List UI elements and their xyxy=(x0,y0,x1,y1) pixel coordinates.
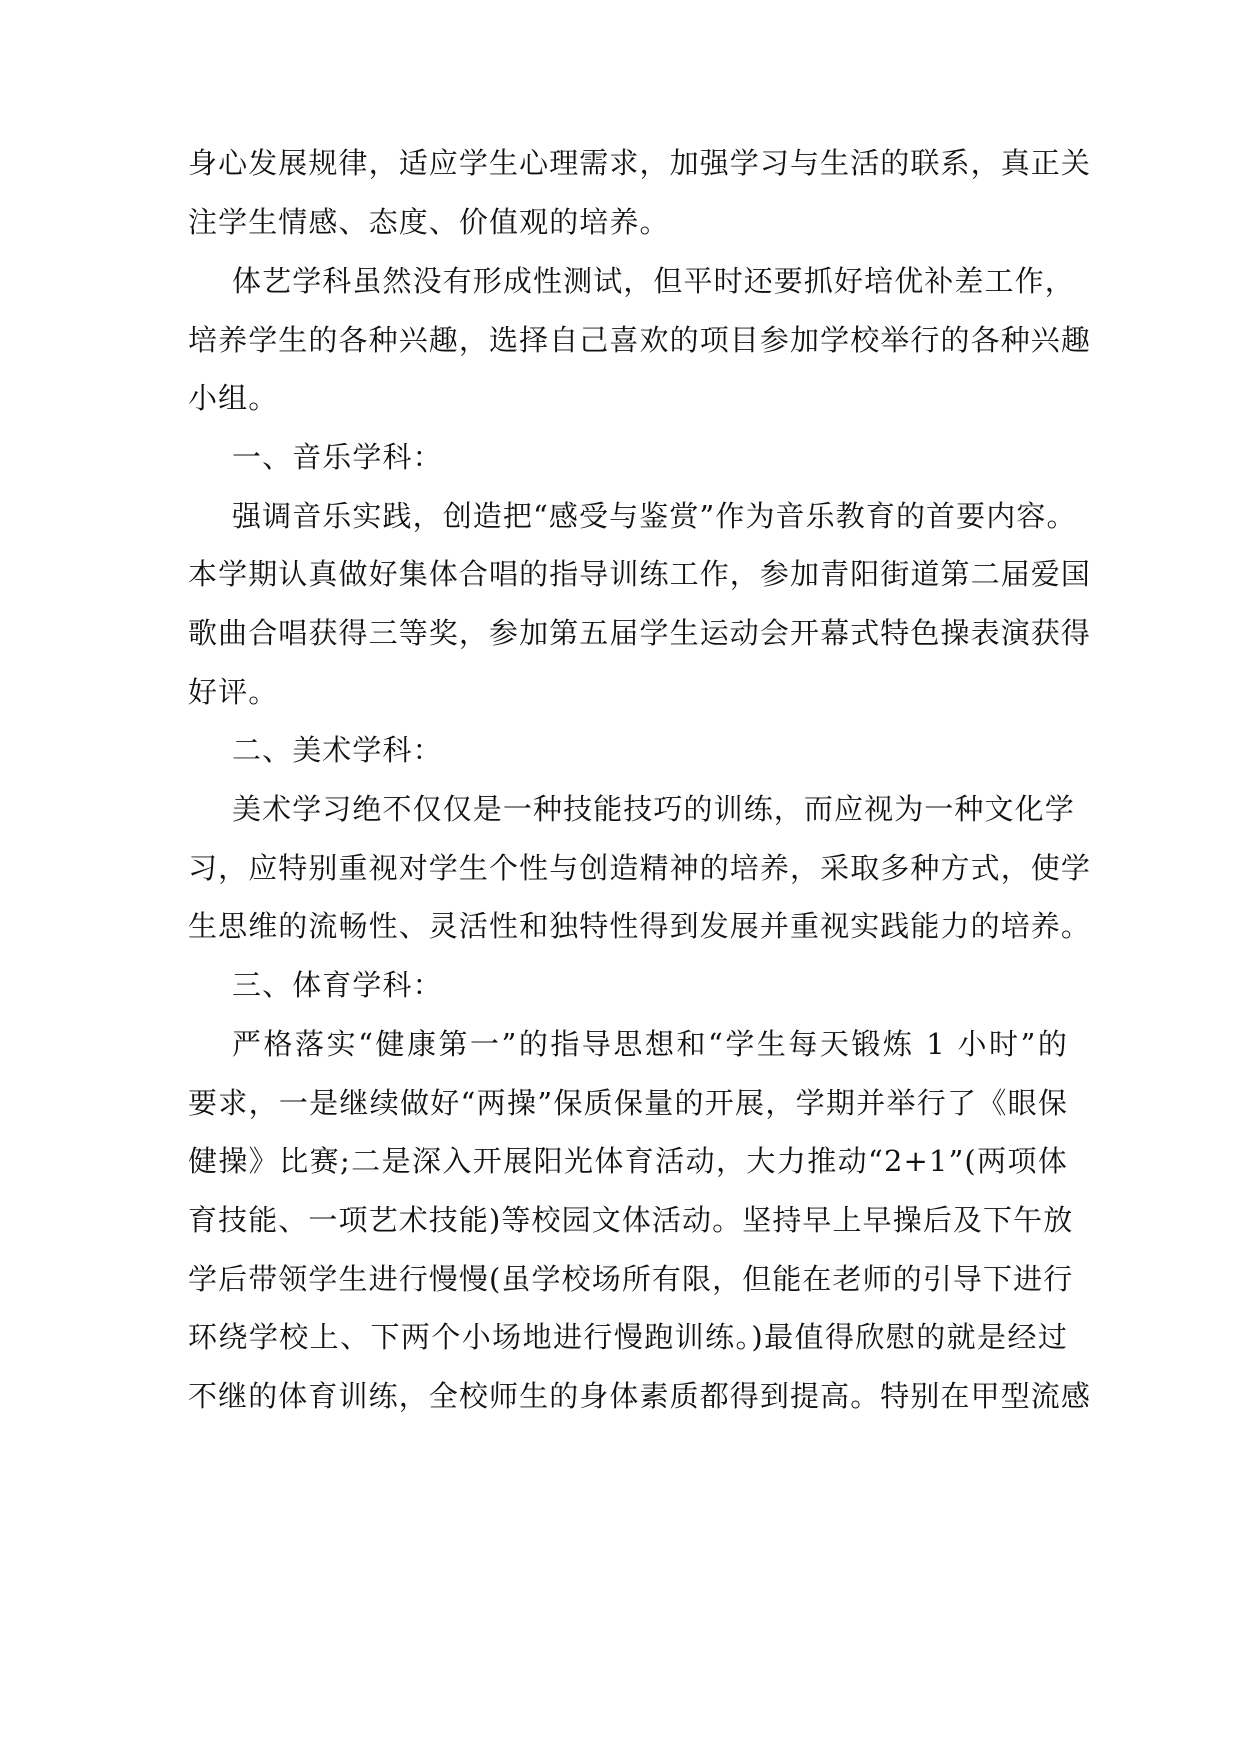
text-line: 体艺学科虽然没有形成性测试，但平时还要抓好培优补差工作， xyxy=(232,264,1075,298)
text-line: 本学期认真做好集体合唱的指导训练工作，参加青阳街道第二届爱国 xyxy=(188,557,1092,591)
text-line: 美术学习绝不仅仅是一种技能技巧的训练，而应视为一种文化学 xyxy=(232,792,1075,826)
text-line: 小组。 xyxy=(188,381,279,415)
text-line: 强调音乐实践，创造把“感受与鉴赏”作为音乐教育的首要内容。 xyxy=(232,499,1077,533)
text-line: 注学生情感、态度、价值观的培养。 xyxy=(188,205,670,239)
text-line: 要求，一是继续做好“两操”保质保量的开展，学期并举行了《眼保 xyxy=(188,1086,1068,1120)
text-line: 习，应特别重视对学生个性与创造精神的培养，采取多种方式，使学 xyxy=(188,851,1092,885)
section-heading-music: 一、音乐学科： xyxy=(232,440,443,474)
text-line: 生思维的流畅性、灵活性和独特性得到发展并重视实践能力的培养。 xyxy=(188,909,1092,943)
text-line: 不继的体育训练，全校师生的身体素质都得到提高。特别在甲型流感 xyxy=(188,1379,1092,1413)
text-line: 严格落实“健康第一”的指导思想和“学生每天锻炼 1 小时”的 xyxy=(232,1027,1068,1061)
text-line: 身心发展规律，适应学生心理需求，加强学习与生活的联系，真正关 xyxy=(188,146,1092,180)
text-line: 健操》比赛;二是深入开展阳光体育活动，大力推动“2+1”(两项体 xyxy=(188,1144,1068,1178)
text-line: 歌曲合唱获得三等奖，参加第五届学生运动会开幕式特色操表演获得 xyxy=(188,616,1092,650)
text-line: 育技能、一项艺术技能)等校园文体活动。坚持早上早操后及下午放 xyxy=(188,1203,1074,1237)
text-line: 培养学生的各种兴趣，选择自己喜欢的项目参加学校举行的各种兴趣 xyxy=(188,323,1092,357)
text-line: 好评。 xyxy=(188,675,279,709)
section-heading-art: 二、美术学科： xyxy=(232,733,443,767)
section-heading-pe: 三、体育学科： xyxy=(232,968,443,1002)
text-line: 学后带领学生进行慢慢(虽学校场所有限，但能在老师的引导下进行 xyxy=(188,1262,1074,1296)
text-line: 环绕学校上、下两个小场地进行慢跑训练。)最值得欣慰的就是经过 xyxy=(188,1320,1068,1354)
